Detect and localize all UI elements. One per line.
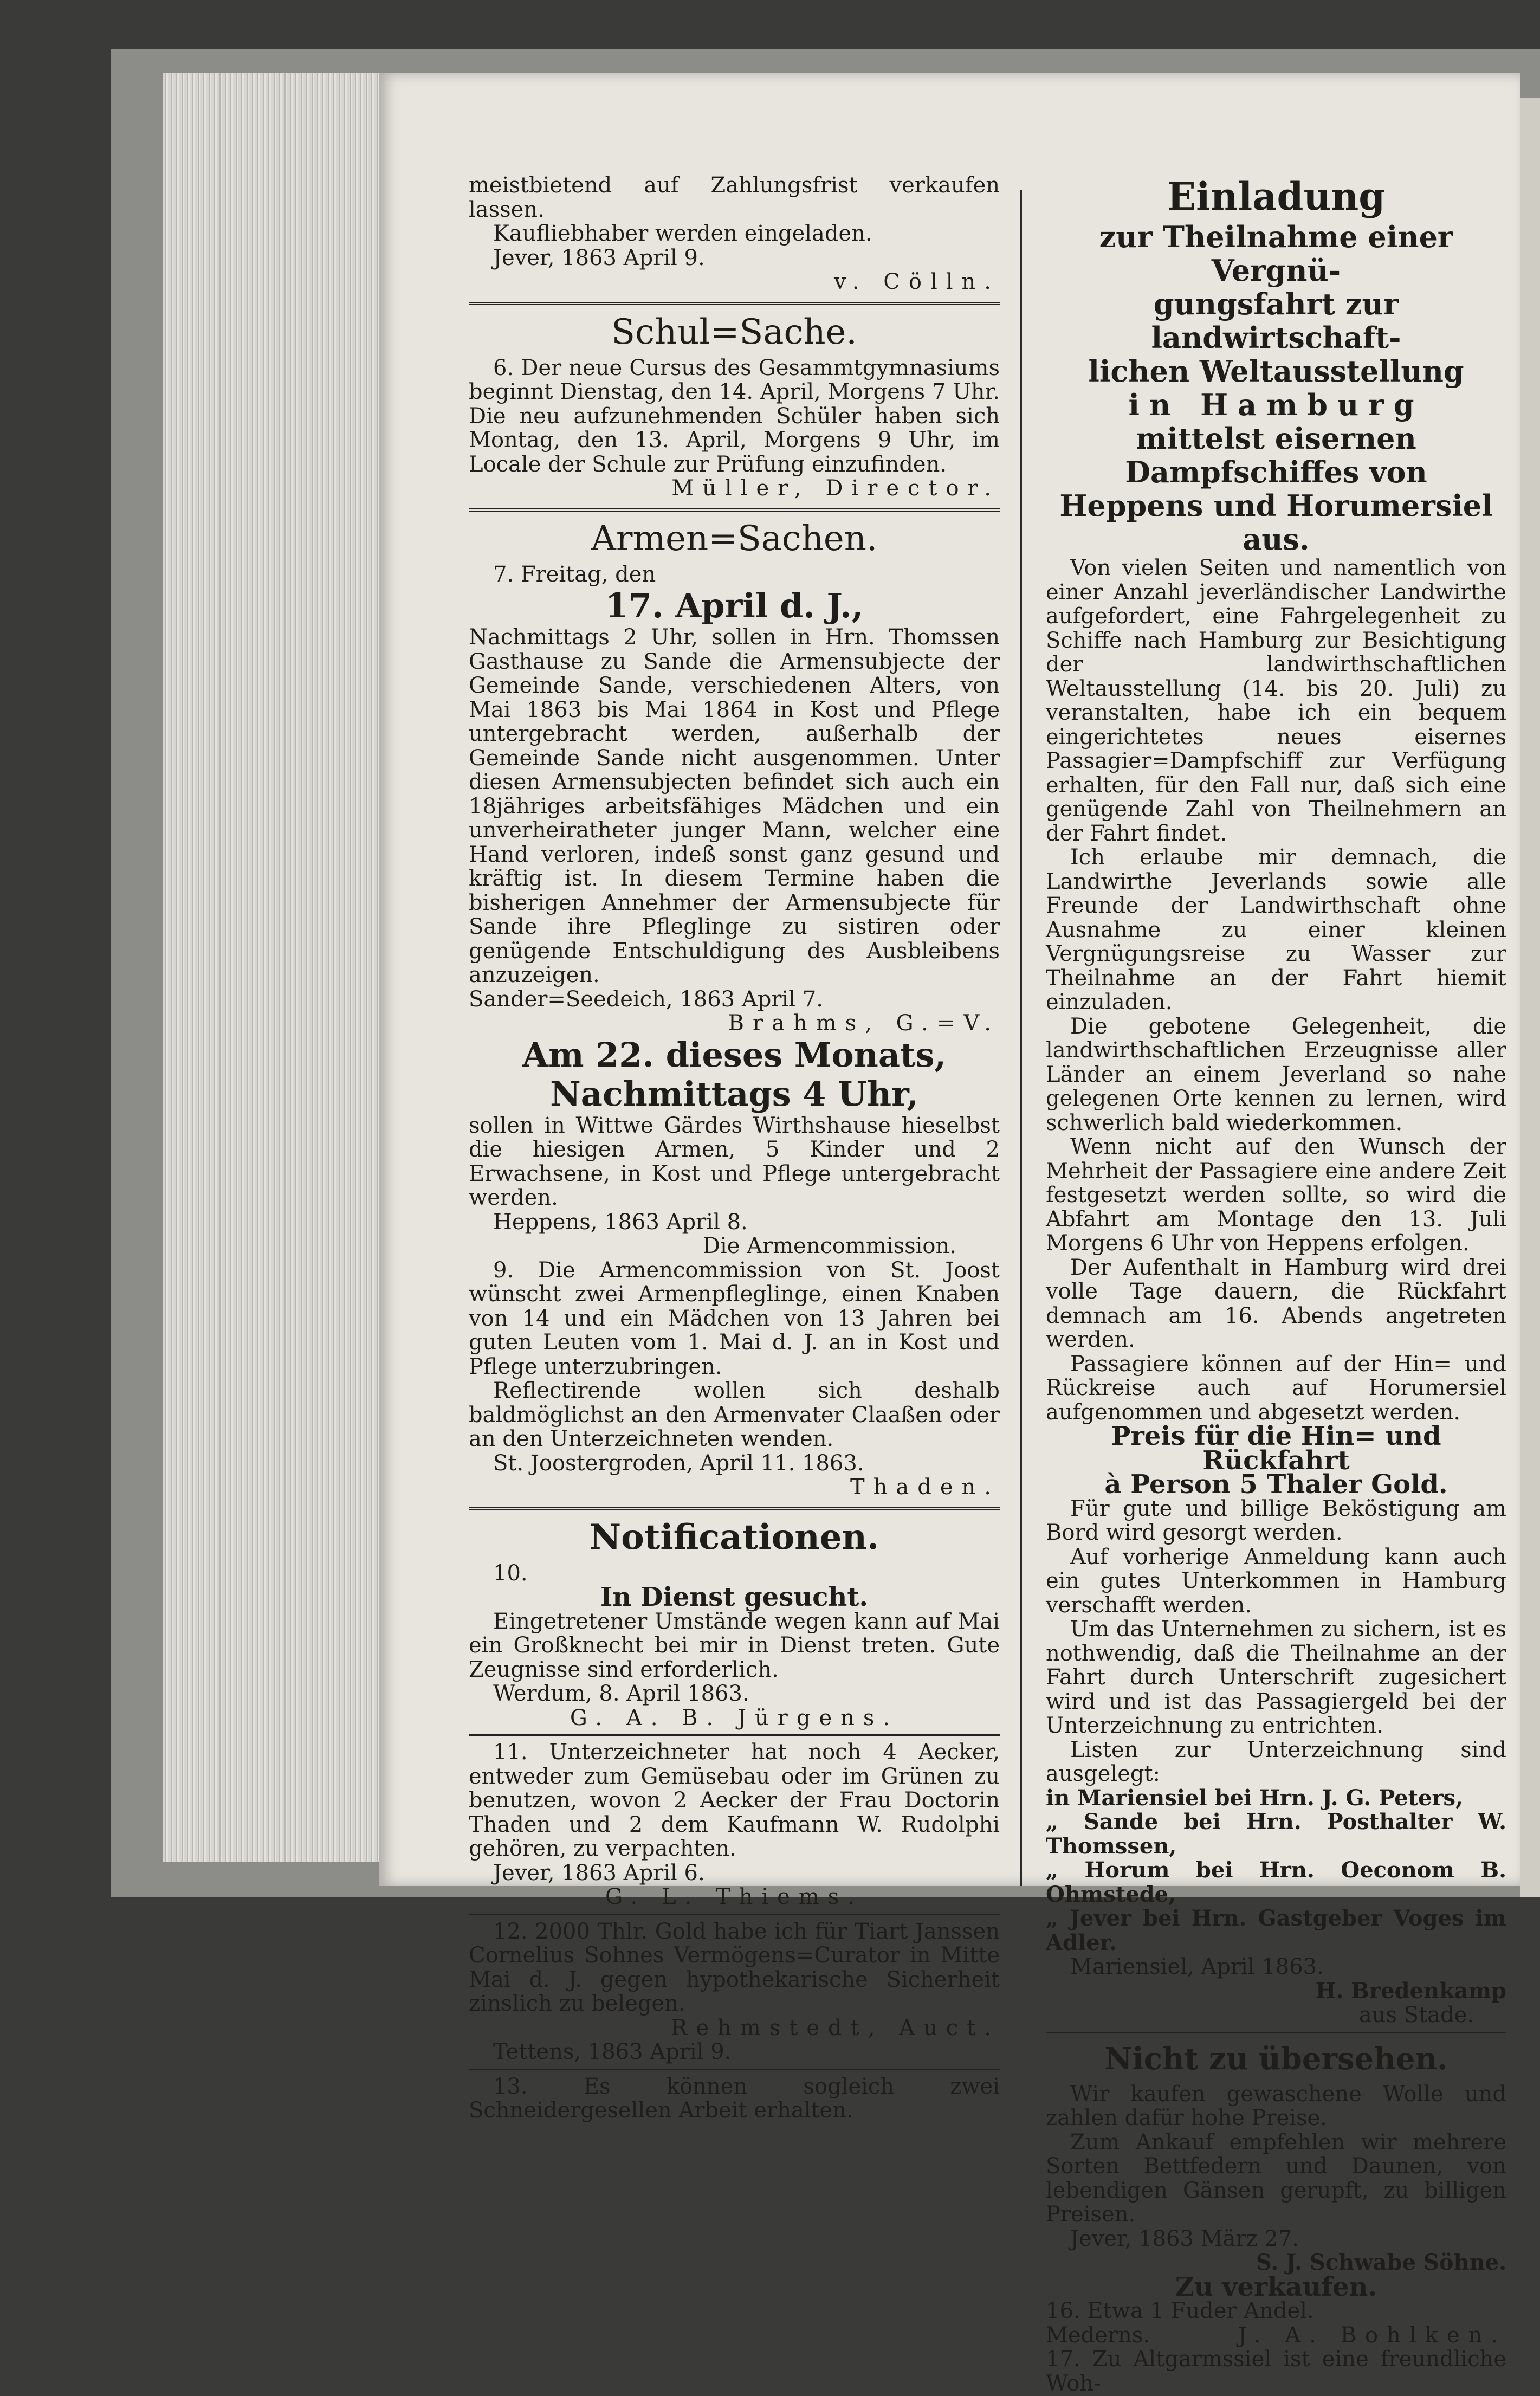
- signature: Müller, Director.: [671, 476, 1000, 501]
- notice-text: 16. Etwa 1 Fuder Andel.: [1046, 2298, 1314, 2323]
- ad-text: Auf vorherige Anmeldung kann auch ein gutes Unterkommen in Hamburg verschafft werden.: [1046, 1544, 1506, 1618]
- divider-rule: [469, 1507, 1000, 1510]
- ad-subtitle-line: lichen Weltausstellung: [1088, 354, 1464, 389]
- section-heading: Zu verkaufen.: [1175, 2271, 1377, 2302]
- list-item: „ Horum bei Hrn. Oeconom B. Ohmstede,: [1046, 1857, 1506, 1907]
- signature: H. Bredenkamp: [1315, 1978, 1506, 2004]
- notice-text: Reflectirende wollen sich deshalb baldmöglichst an den Armenvater Claaßen oder an den Unterzeichneten wenden.: [469, 1378, 1000, 1451]
- signature: v. Cölln.: [833, 269, 1000, 294]
- ad-text: Die gebotene Gelegenheit, die landwirthschaftlichen Erzeugnisse aller Länder an einem Jeverland so nahe gelegenen Orte kennen zu lernen, wird schwerlich bald wiederkommen.: [1046, 1013, 1506, 1135]
- right-column: [1046, 173, 1506, 2395]
- ad-subtitle-line: gungsfahrt zur landwirtschaft-: [1151, 287, 1401, 355]
- notice-text: 13. Es können sogleich zwei Schneidergesellen Arbeit erhalten.: [469, 2074, 1000, 2123]
- ad-subtitle-line: mittelst eisernen Dampfschiffes von: [1125, 421, 1427, 489]
- price-line: Preis für die Hin= und Rückfahrt: [1111, 1421, 1441, 1476]
- section-heading: Armen=Sachen.: [591, 518, 878, 559]
- ad-text: Wenn nicht auf den Wunsch der Mehrheit der Passagiere eine andere Zeit festgesetzt werden sollte, so wird die Abfahrt am Montage den 13. Juli Morgens 6 Uhr von Heppens erfolgen.: [1046, 1134, 1506, 1256]
- ad-text: Um das Unternehmen zu sichern, ist es nothwendig, daß die Theilnahme an der Fahrt durch Unterschrift zugesichert wird und ist das Passagiergeld bei der Unterzeichnung zu entrichten.: [1046, 1617, 1506, 1738]
- signature: Thaden.: [850, 1475, 1000, 1500]
- notice-text: 12. 2000 Thlr. Gold habe ich für Tiart Janssen Cornelius Sohnes Vermögens=Curator in Mitte Mai d. J. gegen hypothekarische Sicherheit zinslich zu belegen.: [469, 1919, 1000, 2016]
- divider-rule: [469, 508, 1000, 512]
- place-date: Heppens, 1863 April 8.: [493, 1209, 748, 1235]
- signature-row: [1046, 2323, 1506, 2348]
- notice-text: 7. Freitag, den: [493, 561, 656, 587]
- notice-heading: In Dienst gesucht.: [600, 1582, 869, 1612]
- ad-text: Listen zur Unterzeichnung sind ausgelegt:: [1046, 1737, 1506, 1786]
- ad-text: Wir kaufen gewaschene Wolle und zahlen dafür hohe Preise.: [1046, 2081, 1506, 2130]
- list-item: in Mariensiel bei Hrn. J. G. Peters,: [1046, 1785, 1463, 1811]
- signature: G. L. Thiems.: [605, 1884, 864, 1909]
- notice-text: Eingetretener Umstände wegen kann auf Mai ein Großknecht bei mir in Dienst treten. Gute Zeugnisse sind erforderlich.: [469, 1609, 1000, 1682]
- place-date: Jever, 1863 März 27.: [1070, 2226, 1299, 2251]
- section-heading: Schul=Sache.: [611, 312, 857, 352]
- divider-rule: [469, 2069, 1000, 2070]
- place-date: Jever, 1863 April 9.: [493, 245, 705, 270]
- notice-text: 6. Der neue Cursus des Gesammtgymnasiums beginnt Dienstag, den 14. April, Morgens 7 Uhr. Die neu aufzunehmenden Schüler haben sich Montag, den 13. April, Morgens 9 Uhr, im Locale der Schule zur Prüfung einzufinden.: [469, 355, 1000, 477]
- place-date: St. Joostergroden, April 11. 1863.: [493, 1450, 864, 1476]
- date-heading: Am 22. dieses Monats,: [522, 1035, 947, 1075]
- price-line: à Person 5 Thaler Gold.: [1104, 1469, 1448, 1500]
- notice-number: 10.: [493, 1560, 528, 1586]
- place-date: Werdum, 8. April 1863.: [493, 1681, 749, 1706]
- notice-text: 11. Unterzeichneter hat noch 4 Aecker, entweder zum Gemüsebau oder im Grünen zu benutzen, wovon 2 Aecker der Frau Doctorin Thaden und 2 dem Kaufmann W. Rudolphi gehören, zu verpachten.: [469, 1740, 1000, 1861]
- signature: Rehmstedt, Auct.: [671, 2015, 1000, 2040]
- text-line: Kaufliebhaber werden eingeladen.: [493, 221, 872, 246]
- ad-text: Zum Ankauf empfehlen wir mehrere Sorten Bettfedern und Daunen, von lebendigen Gänsen gerupft, zu billigen Preisen.: [1046, 2129, 1506, 2227]
- ad-text: Der Aufenthalt in Hamburg wird drei volle Tage dauern, die Rückfahrt demnach am 16. Abends angetreten werden.: [1046, 1255, 1506, 1352]
- ad-subtitle-line: zur Theilnahme einer Vergnü-: [1099, 219, 1453, 288]
- place-date: Jever, 1863 April 6.: [493, 1860, 705, 1885]
- ad-text: Ich erlaube mir demnach, die Landwirthe Jeverlands sowie alle Freunde der Landwirthschaft ohne Ausnahme zu einer kleinen Vergnügungsreise zu Wasser zur Theilnahme an der Fahrt hiemit einzuladen.: [1046, 845, 1506, 1015]
- next-page-edge: [1520, 98, 1540, 1897]
- ad-text: Von vielen Seiten und namentlich von einer Anzahl jeverländischer Landwirthe aufgefordert, eine Fahrgelegenheit zu Schiffe nach Hamburg zur Besichtigung der landwirthschaftlichen Weltausstellung (14. bis 20. Juli) zu veranstalten, habe ich ein bequem eingerichtetes neues eisernes Passagier=Dampfschiff zur Verfügung erhalten, für den Fall nur, daß sich eine genügende Zahl von Theilnehmern an der Fahrt findet.: [1046, 556, 1506, 846]
- divider-rule: [1046, 2032, 1506, 2033]
- date-heading: 17. April d. J.,: [605, 586, 864, 625]
- notice-text: Nachmittags 2 Uhr, sollen in Hrn. Thomssen Gasthause zu Sande die Armensubjecte der Gemeinde Sande, verschiedenen Alters, von Mai 1863 bis Mai 1864 in Kost und Pflege untergebracht werden, außerhalb der Gemeinde Sande nicht ausgenommen. Unter diesen Armensubjecten befindet sich auch ein 18jähriges arbeitsfähiges Mädchen und ein unverheiratheter junger Mann, welcher eine Hand verloren, indeß sonst ganz gesund und kräftig ist. In diesem Termine haben die bisherigen Annehmer der Armensubjecte für Sande ihre Pfleglinge zu sistiren oder genügende Entschuldigung des Ausbleibens anzuzeigen.: [469, 625, 1000, 987]
- list-item: „ Sande bei Hrn. Posthalter W. Thomssen,: [1046, 1809, 1506, 1859]
- divider-rule: [469, 1914, 1000, 1915]
- divider-rule: [469, 302, 1000, 305]
- column-divider: [1020, 190, 1022, 1886]
- text-line: meistbietend auf Zahlungsfrist verkaufen lassen.: [469, 173, 1000, 222]
- notice-text: sollen in Wittwe Gärdes Wirthshause hieselbst die hiesigen Armen, 5 Kinder und 2 Erwachsene, in Kost und Pflege untergebracht werden.: [469, 1113, 1000, 1210]
- ad-text: Passagiere können auf der Hin= und Rückreise auch auf Horumersiel aufgenommen und abgesetzt werden.: [1046, 1351, 1506, 1425]
- signature-sub: aus Stade.: [1358, 2003, 1474, 2027]
- ad-subtitle-line: Heppens und Horumersiel aus.: [1059, 488, 1493, 557]
- ad-title: Einladung: [1167, 174, 1386, 219]
- signature: J. A. Bohlken.: [1238, 2322, 1506, 2348]
- left-column: [469, 173, 1000, 2123]
- place-date: Mariensiel, April 1863.: [1070, 1954, 1324, 1979]
- notice-text: 17. Zu Altgarmssiel ist eine freundliche Woh-: [1046, 2347, 1506, 2396]
- ad-subtitle-line: in Hamburg: [1128, 388, 1424, 422]
- place: Mederns.: [1046, 2322, 1150, 2348]
- place-date: Sander=Seedeich, 1863 April 7.: [469, 986, 823, 1012]
- signature: S. J. Schwabe Söhne.: [1256, 2250, 1506, 2275]
- place-date: Tettens, 1863 April 9.: [493, 2039, 732, 2064]
- signature: Brahms, G.=V.: [728, 1011, 1000, 1036]
- notice-text: 9. Die Armencommission von St. Joost wünscht zwei Armenpfleglinge, einen Knaben von 14 und ein Mädchen von 13 Jahren bei guten Leuten vom 1. Mai d. J. an in Kost und Pflege unterzubringen.: [469, 1257, 1000, 1379]
- ad-text: Für gute und billige Beköstigung am Bord wird gesorgt werden.: [1046, 1496, 1506, 1545]
- signature: Die Armencommission.: [702, 1233, 956, 1258]
- list-item: „ Jever bei Hrn. Gastgeber Voges im Adler.: [1046, 1906, 1506, 1955]
- signature: G. A. B. Jürgens.: [570, 1705, 899, 1730]
- time-heading: Nachmittags 4 Uhr,: [550, 1074, 918, 1114]
- page-edges: [163, 73, 379, 1862]
- divider-rule: [469, 1734, 1000, 1736]
- section-heading: Notificationen.: [589, 1516, 879, 1558]
- section-heading: Nicht zu übersehen.: [1104, 2040, 1448, 2077]
